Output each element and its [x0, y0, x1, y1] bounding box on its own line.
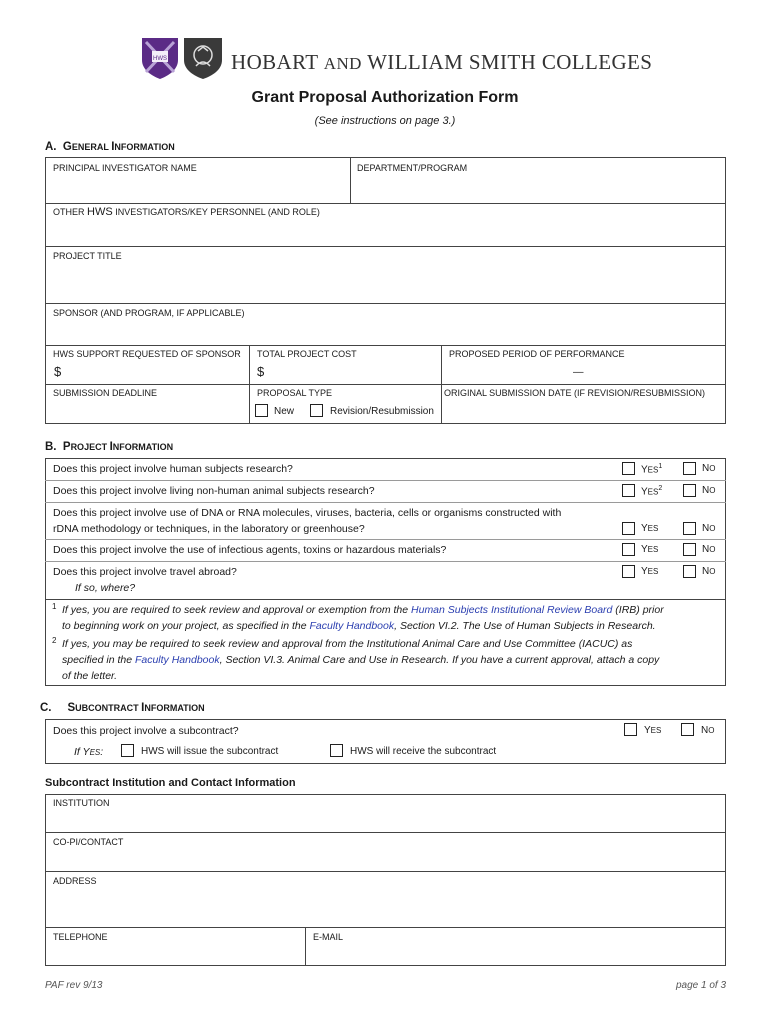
rdna-question-line2: rDNA methodology or techniques, in the laboratory or greenhouse?	[53, 523, 365, 535]
revision-label: Revision/Resubmission	[330, 406, 434, 417]
hws-receive-label: HWS will receive the subcontract	[350, 746, 497, 757]
institution-label: INSTITUTION	[53, 798, 110, 808]
total-cost-dollar: $	[257, 364, 265, 379]
page-number: page 1 of 3	[676, 980, 727, 991]
rdna-question-line1: Does this project involve use of DNA or RNA molecules, viruses, bacteria, cells or organisms constructed with	[53, 507, 562, 519]
telephone-label: TELEPHONE	[53, 932, 108, 942]
animal-subjects-no-label: NO	[702, 485, 716, 496]
travel-where-field[interactable]	[142, 580, 612, 596]
rdna-yes-label: YES	[641, 523, 659, 534]
sponsor-label: SPONSOR (AND PROGRAM, IF APPLICABLE)	[53, 308, 245, 318]
section-a-heading: A. GENERAL INFORMATION	[45, 141, 175, 153]
footnote-2: If yes, you may be required to seek review and approval from the Institutional Animal Care and Use Committee (IACUC) as specified in the Faculty Handbook, Section VI.3. Animal Care and Use in Research. If you have a current approval, attach a copy of the letter.	[62, 638, 660, 682]
animal-subjects-question: Does this project involve living non-human animal subjects research?	[53, 485, 375, 497]
project-title-field[interactable]	[46, 264, 725, 302]
animal-subjects-no-checkbox[interactable]	[683, 484, 696, 497]
footnote-2-number: 2	[52, 636, 57, 645]
original-date-field[interactable]	[442, 400, 725, 423]
sponsor-field[interactable]	[46, 321, 725, 344]
email-label: E-MAIL	[313, 932, 344, 942]
faculty-handbook-link-1[interactable]: Faculty Handbook	[309, 620, 395, 632]
original-date-label: ORIGINAL SUBMISSION DATE (IF REVISION/RESUBMISSION)	[444, 388, 706, 398]
hobart-shield-icon	[140, 36, 180, 80]
rdna-no-label: NO	[702, 523, 716, 534]
new-checkbox[interactable]	[255, 404, 268, 417]
form-subtitle: (See instructions on page 3.)	[314, 115, 456, 127]
section-c-heading: C. SUBCONTRACT INFORMATION	[40, 702, 205, 714]
shield-label: HWS	[153, 56, 167, 62]
animal-subjects-yes-label: YES$^2$	[641, 485, 663, 498]
human-subjects-question: Does this project involve human subjects research?	[53, 463, 293, 475]
subcontract-question: Does this project involve a subcontract?	[53, 725, 239, 737]
hws-receive-checkbox[interactable]	[330, 744, 343, 757]
subcontract-yes-checkbox[interactable]	[624, 723, 637, 736]
pi-name-label: PRINCIPAL INVESTIGATOR NAME	[53, 163, 197, 173]
rdna-no-checkbox[interactable]	[683, 522, 696, 535]
form-title: Grant Proposal Authorization Form	[251, 89, 519, 106]
travel-no-checkbox[interactable]	[683, 565, 696, 578]
period-dash: —	[573, 366, 584, 378]
human-subjects-no-label: NO	[702, 463, 716, 474]
proposal-type-label: PROPOSAL TYPE	[257, 388, 333, 398]
hws-support-field[interactable]	[64, 362, 248, 383]
subcontract-no-label: NO	[701, 725, 715, 736]
human-subjects-yes-checkbox[interactable]	[622, 462, 635, 475]
subcontract-contact-heading: Subcontract Institution and Contact Information	[45, 777, 296, 789]
deadline-field[interactable]	[46, 400, 248, 423]
address-label: ADDRESS	[53, 876, 97, 886]
footnote-1-number: 1	[52, 602, 57, 611]
total-cost-field[interactable]	[268, 362, 440, 383]
revision-footer: PAF rev 9/13	[45, 980, 103, 991]
travel-question: Does this project involve travel abroad?	[53, 566, 237, 578]
new-label: New	[274, 406, 295, 417]
subcontract-yes-label: YES	[644, 725, 662, 736]
hws-issue-label: HWS will issue the subcontract	[141, 746, 279, 757]
travel-yes-label: YES	[641, 566, 659, 577]
hws-support-label: HWS SUPPORT REQUESTED OF SPONSOR	[53, 349, 241, 359]
hazardous-no-checkbox[interactable]	[683, 543, 696, 556]
hws-support-dollar: $	[54, 364, 62, 379]
travel-no-label: NO	[702, 566, 716, 577]
hazardous-no-label: NO	[702, 544, 716, 555]
revision-checkbox[interactable]	[310, 404, 323, 417]
hws-issue-checkbox[interactable]	[121, 744, 134, 757]
other-investigators-field[interactable]	[46, 220, 725, 245]
project-title-label: PROJECT TITLE	[53, 251, 122, 261]
irb-link[interactable]: Human Subjects Institutional Review Board	[411, 604, 613, 616]
animal-subjects-yes-checkbox[interactable]	[622, 484, 635, 497]
william-smith-shield-icon	[182, 36, 224, 80]
faculty-handbook-link-2[interactable]: Faculty Handbook	[134, 654, 220, 666]
human-subjects-yes-label: YES$^1$	[641, 463, 663, 476]
period-start-field[interactable]	[442, 362, 570, 383]
copi-label: CO-PI/CONTACT	[53, 837, 124, 847]
college-name: HOBART AND WILLIAM SMITH COLLEGES	[231, 50, 653, 74]
period-label: PROPOSED PERIOD OF PERFORMANCE	[449, 349, 625, 359]
period-end-field[interactable]	[590, 362, 725, 383]
hazardous-question: Does this project involve the use of infectious agents, toxins or hazardous materials?	[53, 544, 447, 556]
deadline-label: SUBMISSION DEADLINE	[53, 388, 158, 398]
department-label: DEPARTMENT/PROGRAM	[357, 163, 468, 173]
copi-field[interactable]	[46, 849, 725, 870]
if-yes-label: If YES:	[74, 746, 104, 758]
travel-where-label: If so, where?	[75, 582, 136, 594]
rdna-yes-checkbox[interactable]	[622, 522, 635, 535]
total-cost-label: TOTAL PROJECT COST	[257, 349, 357, 359]
address-field[interactable]	[46, 888, 725, 926]
institution-field[interactable]	[46, 810, 725, 831]
department-field[interactable]	[351, 175, 725, 202]
pi-name-field[interactable]	[46, 175, 349, 202]
telephone-field[interactable]	[46, 944, 304, 965]
human-subjects-no-checkbox[interactable]	[683, 462, 696, 475]
travel-yes-checkbox[interactable]	[622, 565, 635, 578]
subcontract-no-checkbox[interactable]	[681, 723, 694, 736]
other-investigators-label: OTHER HWS INVESTIGATORS/KEY PERSONNEL (AND ROLE)	[53, 206, 320, 218]
footnote-1: If yes, you are required to seek review and approval or exemption from the Human Subjects Institutional Review Board (IRB) prior to beginning work on your project, as specified in the Faculty Handbook, Section VI.2. The Use of Human Subjects in Research.	[62, 604, 664, 632]
college-logo	[137, 36, 653, 86]
hazardous-yes-checkbox[interactable]	[622, 543, 635, 556]
email-field[interactable]	[306, 944, 725, 965]
hazardous-yes-label: YES	[641, 544, 659, 555]
section-b-heading: B. PROJECT INFORMATION	[45, 441, 174, 453]
